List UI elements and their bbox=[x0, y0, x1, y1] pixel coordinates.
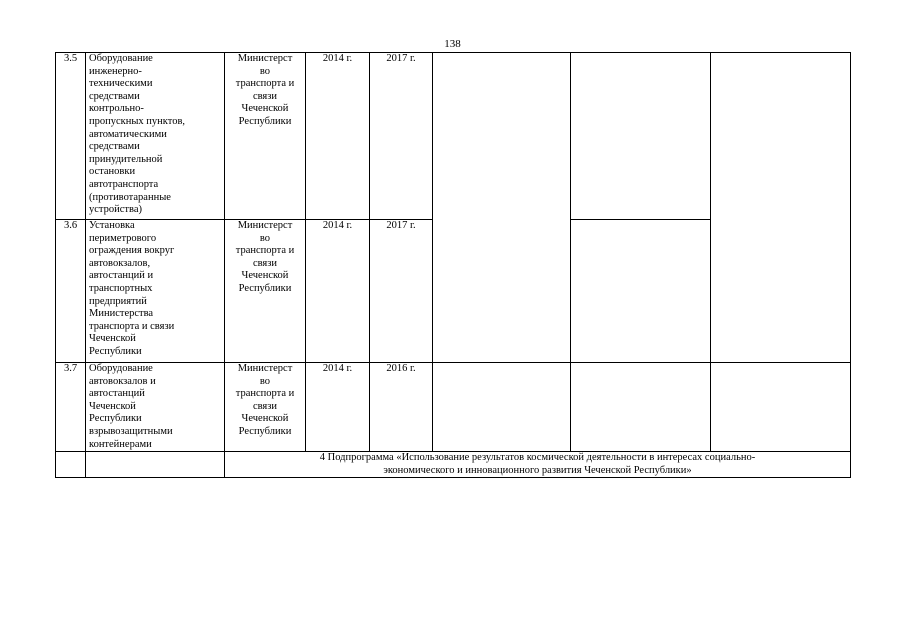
start-year: 2014 г. bbox=[306, 220, 370, 363]
subprogram-heading bbox=[225, 452, 851, 478]
text-line: периметрового bbox=[89, 232, 157, 244]
row-number: 3.7 bbox=[56, 363, 86, 452]
text-line: экономического и инновационного развития Чеченской Республики» bbox=[383, 464, 692, 476]
text-line: Республики bbox=[89, 413, 142, 425]
text-line: Чеченской bbox=[89, 400, 136, 412]
text-line: Чеченской bbox=[241, 270, 289, 282]
text-line: Чеченской bbox=[241, 413, 289, 425]
measure-name bbox=[86, 363, 225, 452]
text-line: связи bbox=[252, 400, 278, 412]
text-line: принудительной bbox=[89, 153, 163, 165]
table-row bbox=[56, 452, 851, 478]
text-line: Чеченской bbox=[241, 103, 289, 115]
text-line: устройства) bbox=[89, 204, 142, 216]
text-line: Республики bbox=[238, 425, 292, 437]
measure-name bbox=[86, 53, 225, 220]
measure-name bbox=[86, 220, 225, 363]
text-line: остановки bbox=[89, 166, 136, 178]
text-line: во bbox=[259, 232, 271, 244]
text-line: Республики bbox=[238, 282, 292, 294]
start-year: 2014 г. bbox=[306, 363, 370, 452]
text-line: ограждения вокруг bbox=[89, 245, 175, 257]
text-line: предприятий bbox=[89, 295, 147, 307]
text-line: пропускных пунктов, bbox=[89, 115, 186, 127]
text-line: средствами bbox=[89, 141, 140, 153]
text-line: связи bbox=[252, 257, 278, 269]
text-line: транспорта и bbox=[235, 78, 295, 90]
empty-cell bbox=[433, 53, 571, 363]
text-line: Чеченской bbox=[89, 333, 136, 345]
text-line: автовокзалов и bbox=[89, 375, 156, 387]
empty-cell bbox=[86, 452, 225, 478]
text-line: автовокзалов, bbox=[89, 257, 151, 269]
empty-cell bbox=[571, 220, 711, 363]
text-line: средствами bbox=[89, 90, 140, 102]
table-row bbox=[56, 363, 851, 452]
text-line: техническими bbox=[89, 78, 153, 90]
text-line: Оборудование bbox=[89, 363, 153, 374]
text-line: транспорта и bbox=[235, 388, 295, 400]
text-line: взрывозащитными bbox=[89, 425, 173, 437]
empty-cell bbox=[571, 53, 711, 220]
text-line: Оборудование bbox=[89, 53, 153, 64]
executor bbox=[225, 363, 306, 452]
text-line: Министерства bbox=[89, 308, 154, 320]
table-row bbox=[56, 53, 851, 220]
row-number: 3.6 bbox=[56, 220, 86, 363]
text-line: транспорта и связи bbox=[89, 320, 175, 332]
text-line: автостанций и bbox=[89, 270, 154, 282]
text-line: Республики bbox=[89, 345, 142, 357]
text-line: Министерст bbox=[237, 53, 293, 64]
program-table bbox=[55, 52, 851, 478]
page-number: 138 bbox=[444, 38, 461, 50]
row-number: 3.5 bbox=[56, 53, 86, 220]
text-line: транспортных bbox=[89, 282, 153, 294]
empty-cell bbox=[56, 452, 86, 478]
text-line: (противотаранные bbox=[89, 191, 171, 203]
text-line: контрольно- bbox=[89, 103, 144, 115]
text-line: Республики bbox=[238, 115, 292, 127]
end-year: 2017 г. bbox=[370, 220, 433, 363]
text-line: связи bbox=[252, 90, 278, 102]
start-year: 2014 г. bbox=[306, 53, 370, 220]
text-line: контейнерами bbox=[89, 438, 152, 450]
text-line: Министерст bbox=[237, 363, 293, 374]
empty-cell bbox=[433, 363, 571, 452]
text-line: во bbox=[259, 65, 271, 77]
end-year: 2016 г. bbox=[370, 363, 433, 452]
empty-cell bbox=[711, 53, 851, 363]
text-line: автостанций bbox=[89, 388, 145, 400]
executor bbox=[225, 220, 306, 363]
empty-cell bbox=[711, 363, 851, 452]
text-line: Установка bbox=[89, 220, 135, 231]
executor bbox=[225, 53, 306, 220]
text-line: во bbox=[259, 375, 271, 387]
text-line: 4 Подпрограмма «Использование результатов космической деятельности в интересах социально- bbox=[319, 452, 756, 464]
empty-cell bbox=[571, 363, 711, 452]
text-line: автотранспорта bbox=[89, 178, 159, 190]
text-line: автоматическими bbox=[89, 128, 167, 140]
text-line: Министерст bbox=[237, 220, 293, 231]
end-year: 2017 г. bbox=[370, 53, 433, 220]
text-line: транспорта и bbox=[235, 245, 295, 257]
text-line: инженерно- bbox=[89, 65, 142, 77]
